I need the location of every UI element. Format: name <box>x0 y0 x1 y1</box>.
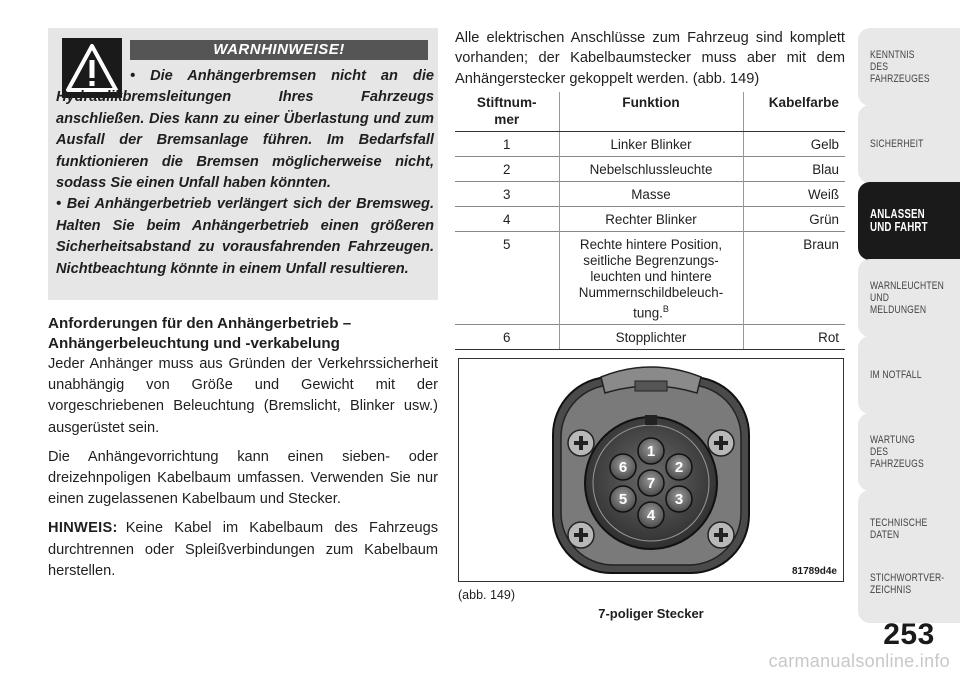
table-row <box>455 157 845 182</box>
cell-function: Stopplichter <box>559 325 743 350</box>
cell-function: Rechter Blinker <box>559 207 743 232</box>
figure-reference: (abb. 149) <box>458 588 515 602</box>
connector-illustration <box>459 359 843 581</box>
pin-label: 5 <box>618 491 628 508</box>
cell-pin: 4 <box>455 207 559 232</box>
note-paragraph <box>48 518 438 582</box>
cell-color: Blau <box>743 157 845 182</box>
pin-label: 6 <box>618 459 628 476</box>
pin-table <box>455 92 845 350</box>
figure-code: 81789d4e <box>791 566 837 577</box>
cell-pin: 2 <box>455 157 559 182</box>
figure-caption: 7-poliger Stecker <box>598 606 704 621</box>
pin-label: 1 <box>646 443 656 460</box>
pin-label: 4 <box>646 507 656 524</box>
note-label: HINWEIS: <box>48 520 118 537</box>
cell-color: Grün <box>743 207 845 232</box>
table-header-row <box>455 92 845 132</box>
table-row <box>455 207 845 232</box>
cell-color: Gelb <box>810 137 839 152</box>
table-row <box>455 325 845 350</box>
warning-text <box>56 66 434 280</box>
header-pin: Stiftnum- mer <box>455 92 559 132</box>
pin-label: 2 <box>674 459 684 476</box>
side-tab-stichwortverzeichnis[interactable]: STICHWORTVER- ZEICHNIS <box>858 545 960 623</box>
header-function: Funktion <box>559 92 743 132</box>
section-title: Anforderungen für den Anhängerbetrieb – Anhängerbeleuchtung und -verkabelung <box>48 315 352 352</box>
table-row <box>455 182 845 207</box>
section-para-2: Die Anhängevorrichtung kann einen sieben- oder dreizehnpoligen Kabelbaum umfassen. Verwenden Sie nur einen zugelassenen Kabelbaum und Stecker. <box>48 448 438 508</box>
pin-label: 3 <box>674 491 684 508</box>
left-column <box>48 314 438 582</box>
cell-color: Braun <box>743 232 845 325</box>
side-tab-wartung[interactable]: WARTUNG DES FAHRZEUGS <box>858 413 960 491</box>
side-tab-notfall[interactable]: IM NOTFALL <box>858 336 960 414</box>
cell-color: Weiß <box>743 182 845 207</box>
cell-pin: 3 <box>455 182 559 207</box>
connector-figure <box>458 358 844 582</box>
side-tab-kenntnis[interactable]: KENNTNIS DES FAHRZEUGES <box>858 28 960 106</box>
side-tab-sicherheit[interactable]: SICHERHEIT <box>858 105 960 183</box>
warning-box <box>48 28 438 300</box>
cell-pin: 1 <box>503 137 511 152</box>
cell-function: Linker Blinker <box>559 132 743 157</box>
header-color: Kabelfarbe <box>743 92 845 132</box>
cell-pin: 6 <box>455 325 559 350</box>
footnote-marker: B <box>662 304 669 314</box>
side-tab-warnleuchten[interactable]: WARNLEUCHTEN UND MELDUNGEN <box>858 259 960 337</box>
warning-para-1: • Die Anhängerbremsen nicht an die Hydraulikbremsleitungen Ihres Fahrzeugs anschließen. Dies kann zu einer Überlastung und zum Ausfall der Bremsanlage führen. Im Bedarfsfall funktionieren die Bremsen möglicherweise nicht, sodass Sie einen Unfall haben könnten. <box>56 68 434 192</box>
warning-para-2: • Bei Anhängerbetrieb verlängert sich der Bremsweg. Halten Sie beim Anhängerbetrieb einen größeren Sicherheitsabstand zu vorausfahrenden Fahrzeugen. Nichtbeachtung könnte in einem Unfall resultieren. <box>56 196 434 277</box>
table-row <box>455 232 845 325</box>
table-row <box>455 132 845 157</box>
cell-pin: 5 <box>455 232 559 325</box>
note-text: Keine Kabel im Kabelbaum des Fahrzeugs durchtrennen oder Spleißverbindungen zum Kabelbaum herstellen. <box>48 520 438 579</box>
cell-color: Rot <box>743 325 845 350</box>
watermark: carmanualsonline.info <box>768 651 950 671</box>
cell-function: Nebelschlussleuchte <box>559 157 743 182</box>
warning-heading: WARNHINWEISE! <box>130 40 428 60</box>
side-tab-anlassen[interactable]: ANLASSEN UND FAHRT <box>858 182 960 260</box>
page-number: 253 <box>883 618 935 651</box>
section-para-1: Jeder Anhänger muss aus Gründen der Verkehrssicherheit unabhängig von Größe und Gewicht mit der vorgeschriebenen Beleuchtung (Bremslicht, Blinker usw.) ausgerüstet sein. <box>48 356 438 436</box>
side-tab-technische-daten[interactable]: TECHNISCHE DATEN <box>858 490 960 568</box>
intro-paragraph: Alle elektrischen Anschlüsse zum Fahrzeug sind komplett vorhanden; der Kabelbaumstecker muss aber mit dem Anhängerstecker gekoppelt werden. (abb. 149) <box>455 30 845 87</box>
cell-function: Masse <box>559 182 743 207</box>
cell-function: Rechte hintere Position, seitliche Begrenzungs-leuchten und hintere Nummernschildbeleuch-tung.$^B$ <box>559 232 743 325</box>
pin-label: 7 <box>646 475 656 492</box>
